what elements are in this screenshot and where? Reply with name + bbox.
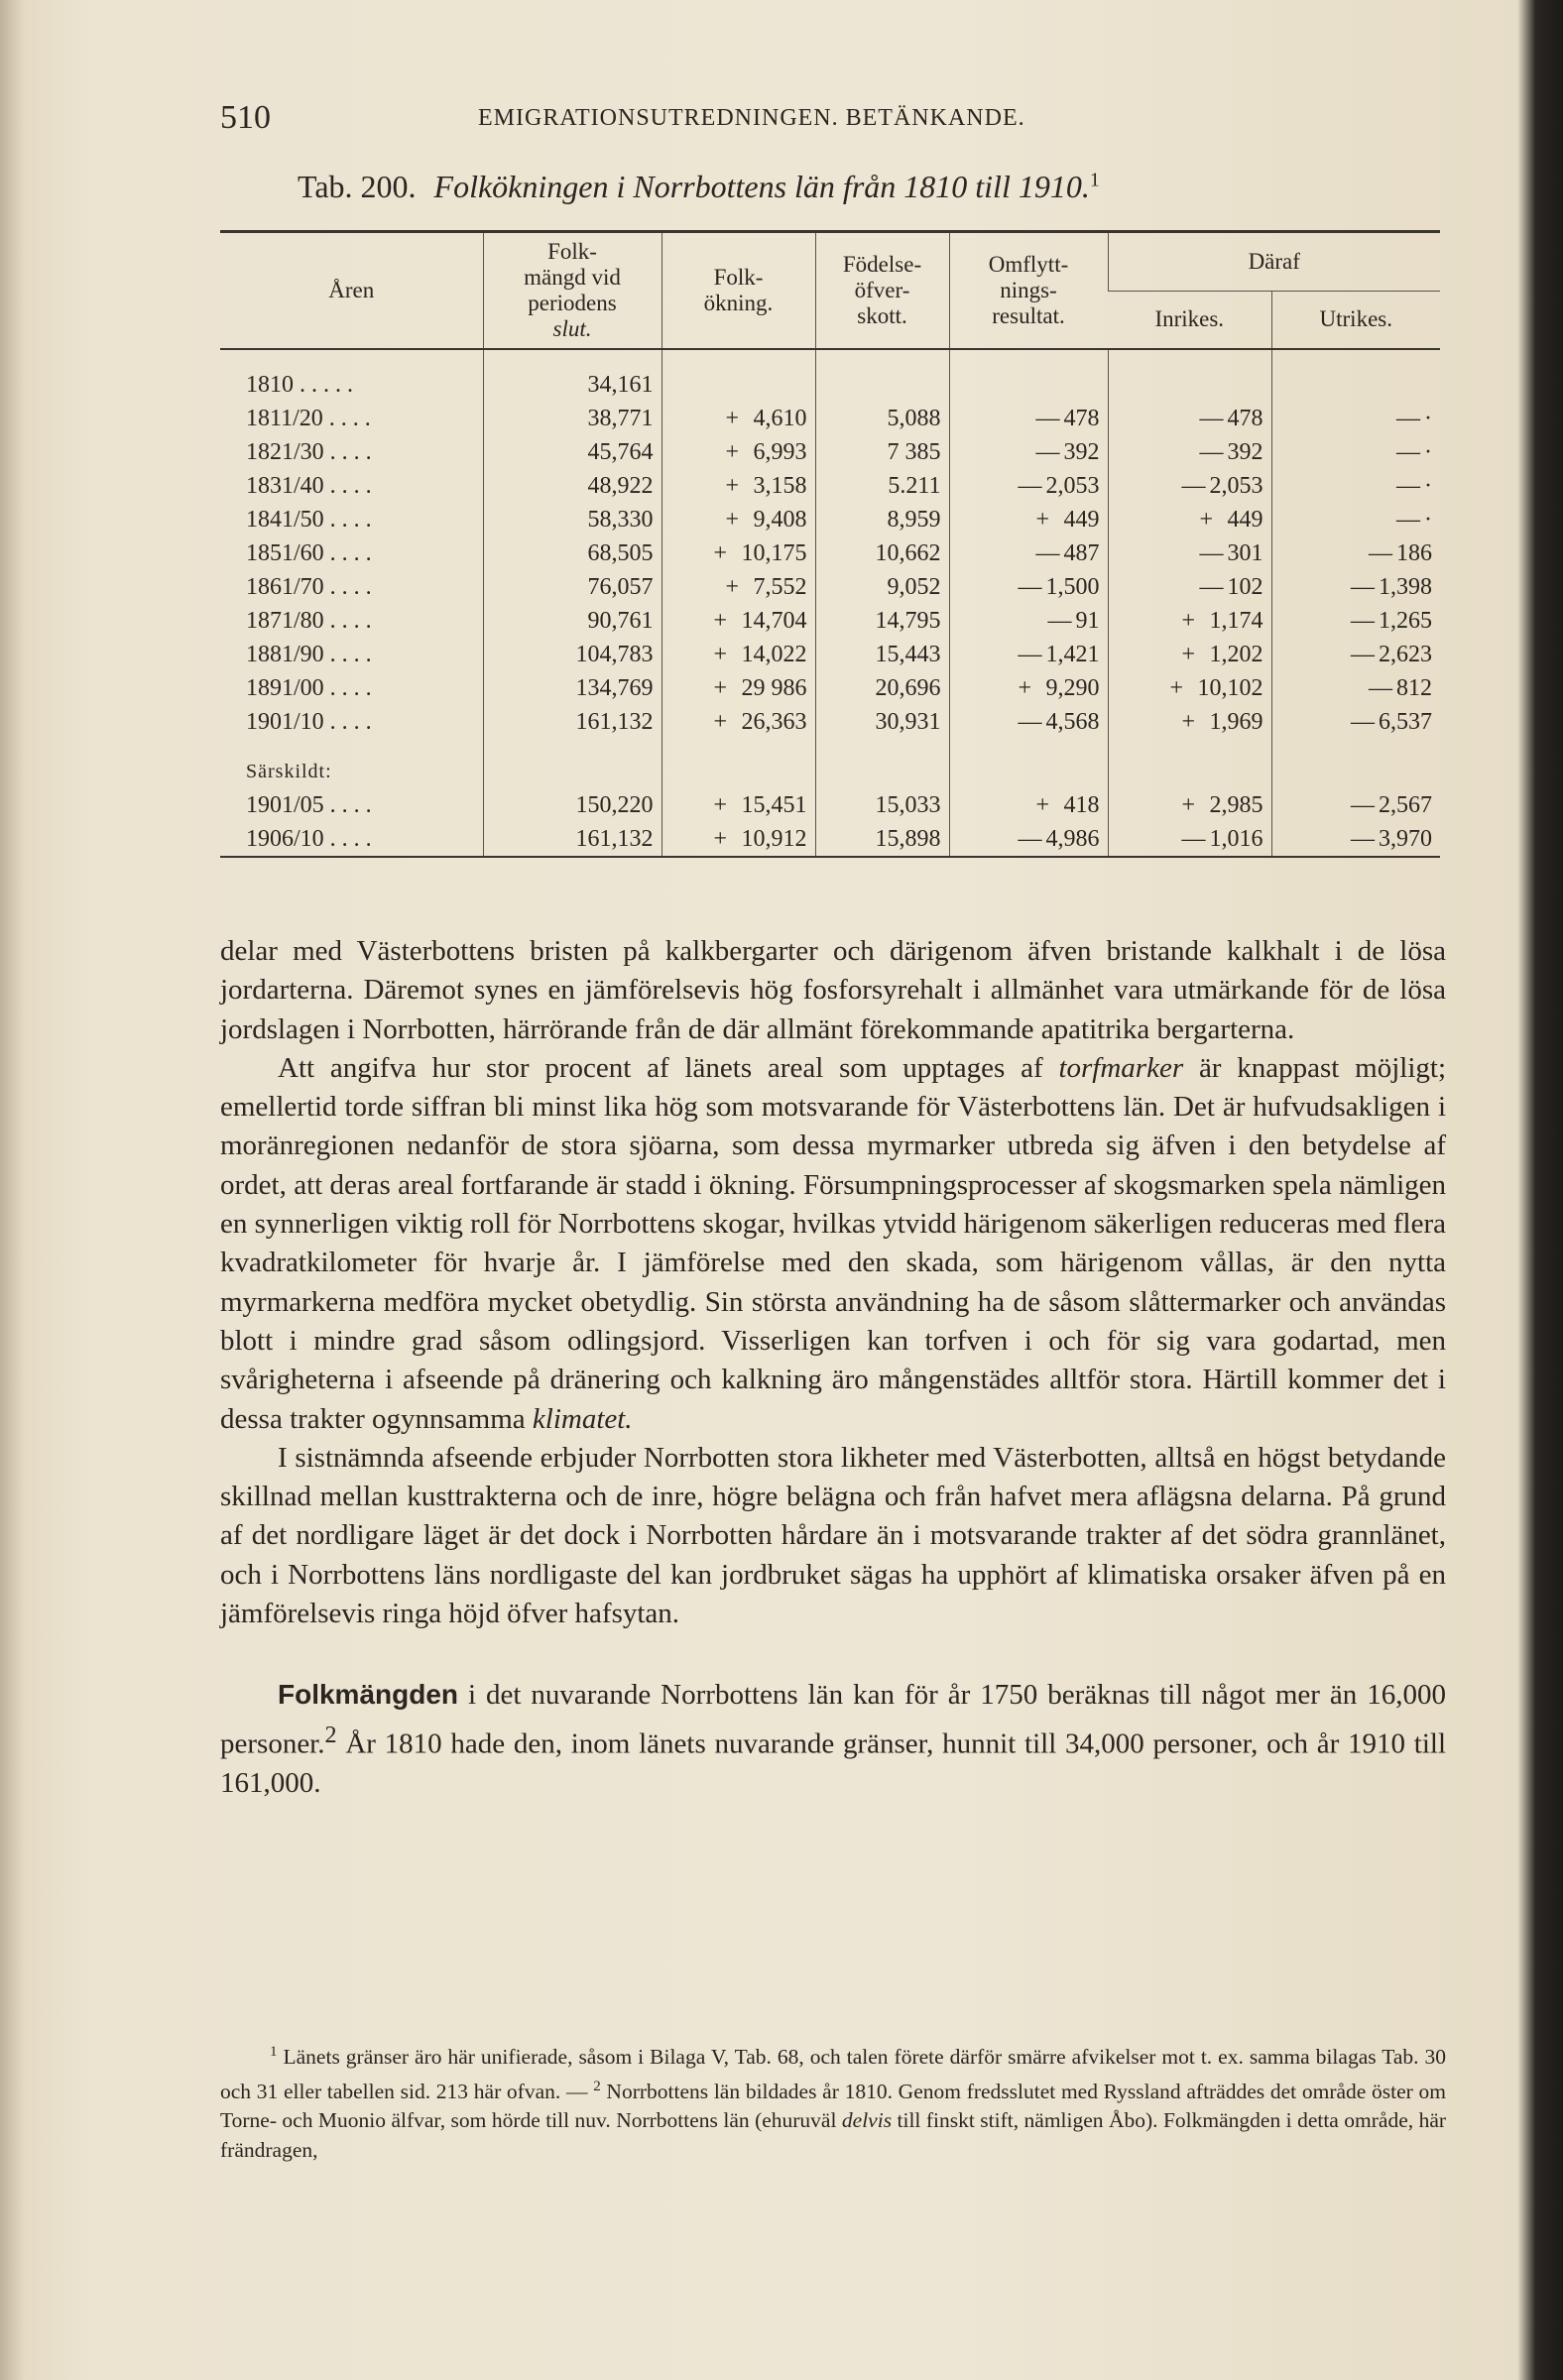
cell-domestic-value: 102: [1227, 573, 1263, 600]
cell-migration: [949, 536, 1108, 570]
population-table: [220, 230, 1440, 858]
cell-domestic-value: 478: [1227, 405, 1263, 431]
cell-migration-value: 1,500: [1045, 573, 1100, 600]
cell-population-value: 58,330: [587, 506, 654, 533]
cell-foreign-value: 1,265: [1379, 607, 1432, 634]
cell-year: [220, 435, 483, 469]
cell-increase-value: 3,158: [753, 472, 807, 499]
cell-population-value: 34,161: [587, 371, 654, 398]
cell-birth-surplus: [815, 671, 949, 705]
cell-domestic-value: 1,969: [1209, 708, 1263, 735]
cell-increase: [661, 435, 815, 469]
cell-birth-surplus: [815, 638, 949, 671]
cell-domestic-value: 1,202: [1209, 641, 1263, 667]
cell-domestic-value: 301: [1227, 539, 1263, 566]
header-folkmangd-slut: slut.: [552, 316, 592, 341]
cell-foreign: [1271, 402, 1440, 435]
paragraph-1: delar med Västerbottens bristen på kalkbergarter och därigenom äfven bristande kalkhalt i de lösa jordarterna. Däremot synes en jämförelsevis hög fosforsyrehalt i allmänhet vara utmärkande för de lösa jordslagen i Norrbotten, härrörande från de där allmänt förekommande apatitrika bergarterna.: [220, 935, 1446, 1045]
cell-migration: [949, 604, 1108, 638]
table-title: Folkökningen i Norrbottens län från 1810 till 1910.: [433, 169, 1090, 204]
cell-migration-sign: —: [1035, 539, 1060, 566]
table-row: [220, 705, 1440, 739]
cell-population-value: 161,132: [575, 708, 654, 735]
cell-foreign-value: 1,398: [1379, 573, 1432, 600]
footnote-mark: 1: [1089, 169, 1100, 191]
cell-birth-surplus-value: 15,033: [875, 791, 941, 818]
empty-cell: [1108, 739, 1271, 788]
cell-migration: [949, 503, 1108, 536]
cell-population: [483, 705, 661, 739]
cell-foreign-value: ·: [1424, 405, 1432, 431]
cell-domestic: [1108, 788, 1271, 822]
cell-migration-sign: +: [1035, 791, 1050, 818]
cell-year-value: 1831/40 . . . .: [246, 472, 372, 499]
cell-migration-sign: —: [1018, 573, 1042, 600]
cell-foreign: [1271, 705, 1440, 739]
cell-increase-sign: +: [725, 573, 740, 600]
cell-migration: [949, 822, 1108, 857]
cell-foreign-sign: —: [1369, 539, 1392, 566]
cell-increase: [661, 503, 815, 536]
cell-domestic-sign: —: [1199, 573, 1224, 600]
lead-word-folkmangden: Folkmängden: [278, 1679, 459, 1711]
cell-year-value: 1871/80 . . . .: [246, 607, 372, 634]
cell-population-value: 150,220: [575, 791, 654, 818]
cell-migration-sign: —: [1035, 438, 1060, 465]
cell-foreign: [1271, 604, 1440, 638]
term-torfmarker: torfmarker: [1058, 1051, 1184, 1084]
empty-cell: [815, 739, 949, 788]
cell-foreign-sign: —: [1396, 506, 1420, 533]
cell-migration-value: 9,290: [1045, 674, 1100, 701]
cell-year-value: 1861/70 . . . .: [246, 573, 372, 600]
cell-year: [220, 503, 483, 536]
cell-increase-sign: +: [725, 506, 740, 533]
cell-birth-surplus: [815, 788, 949, 822]
cell-foreign-sign: —: [1351, 825, 1375, 852]
table-row: [220, 604, 1440, 638]
cell-domestic: [1108, 671, 1271, 705]
cell-migration-value: 4,568: [1045, 708, 1100, 735]
cell-birth-surplus: [815, 349, 949, 402]
cell-birth-surplus-value: 7 385: [887, 438, 941, 465]
empty-cell: [949, 739, 1108, 788]
cell-increase-value: 10,912: [741, 825, 807, 852]
cell-foreign-sign: —: [1396, 405, 1420, 431]
cell-birth-surplus-value: 5.211: [888, 472, 941, 499]
cell-migration: [949, 671, 1108, 705]
cell-domestic-sign: +: [1181, 607, 1196, 634]
binding-shadow: [0, 0, 24, 2380]
cell-population-value: 104,783: [575, 641, 654, 667]
table-caption: [298, 169, 1100, 205]
table-body: [220, 349, 1440, 857]
cell-increase-sign: +: [713, 708, 728, 735]
cell-population: [483, 536, 661, 570]
cell-migration-value: 1,421: [1045, 641, 1100, 667]
cell-year: [220, 788, 483, 822]
cell-birth-surplus-value: 9,052: [887, 573, 941, 600]
header-omflyttning: Omflytt- nings- resultat.: [949, 232, 1108, 350]
cell-domestic: [1108, 349, 1271, 402]
cell-domestic: [1108, 604, 1271, 638]
cell-foreign: [1271, 570, 1440, 604]
cell-migration-sign: —: [1018, 641, 1042, 667]
cell-domestic-value: 1,174: [1209, 607, 1263, 634]
cell-domestic-value: 2,053: [1209, 472, 1263, 499]
cell-migration-value: 4,986: [1045, 825, 1100, 852]
cell-domestic: [1108, 469, 1271, 503]
footnote-2-mark: 2: [593, 2078, 601, 2094]
cell-increase-value: 29 986: [741, 674, 807, 701]
cell-domestic-sign: —: [1199, 438, 1224, 465]
cell-increase-sign: +: [725, 405, 740, 431]
cell-migration-sign: +: [1018, 674, 1032, 701]
table-row: [220, 822, 1440, 857]
cell-foreign-sign: —: [1396, 438, 1420, 465]
cell-foreign: [1271, 788, 1440, 822]
table-row: [220, 536, 1440, 570]
cell-year: [220, 349, 483, 402]
cell-population-value: 90,761: [587, 607, 654, 634]
cell-population: [483, 349, 661, 402]
cell-foreign: [1271, 469, 1440, 503]
footnotes: [220, 2038, 1446, 2165]
cell-domestic-sign: +: [1181, 708, 1196, 735]
footnote-1: [220, 2038, 1446, 2165]
cell-foreign-value: 6,537: [1379, 708, 1432, 735]
cell-population-value: 76,057: [587, 573, 654, 600]
cell-birth-surplus-value: 10,662: [875, 539, 941, 566]
cell-foreign: [1271, 638, 1440, 671]
cell-migration-value: 418: [1063, 791, 1100, 818]
cell-migration-value: 449: [1063, 506, 1100, 533]
cell-domestic: [1108, 570, 1271, 604]
paragraph-2-start: Att angifva hur stor procent af länets areal som upptages af: [278, 1051, 1043, 1084]
cell-domestic-sign: +: [1199, 506, 1214, 533]
cell-increase-value: 10,175: [741, 539, 807, 566]
cell-increase: [661, 402, 815, 435]
header-daraf: Däraf: [1108, 232, 1440, 292]
cell-foreign-value: ·: [1424, 438, 1432, 465]
footnote-1-text: Länets gränser äro här unifierade, såsom i Bilaga V, Tab. 68, och talen förete därför smärre afvikelser mot t. ex. samma bilagas Tab. 30 och 31 eller tabellen sid. 213 här ofvan. —: [220, 2045, 1446, 2103]
cell-domestic: [1108, 503, 1271, 536]
cell-year: [220, 469, 483, 503]
cell-foreign-value: ·: [1424, 506, 1432, 533]
cell-population-value: 48,922: [587, 472, 654, 499]
cell-migration-value: 478: [1063, 405, 1100, 431]
cell-year-value: 1891/00 . . . .: [246, 674, 372, 701]
empty-cell: [483, 739, 661, 788]
cell-increase: [661, 604, 815, 638]
cell-increase-sign: +: [713, 791, 728, 818]
empty-cell: [1271, 739, 1440, 788]
cell-increase-sign: +: [725, 438, 740, 465]
cell-migration-sign: —: [1018, 825, 1042, 852]
cell-increase-sign: +: [713, 539, 728, 566]
cell-population-value: 68,505: [587, 539, 654, 566]
cell-foreign: [1271, 536, 1440, 570]
cell-migration-value: 487: [1063, 539, 1100, 566]
cell-domestic-value: 10,102: [1197, 674, 1263, 701]
cell-foreign-sign: —: [1351, 641, 1375, 667]
cell-population: [483, 469, 661, 503]
cell-birth-surplus: [815, 469, 949, 503]
cell-foreign-value: 812: [1396, 674, 1432, 701]
footnote-ref-2: 2: [324, 1721, 337, 1748]
cell-migration: [949, 402, 1108, 435]
cell-migration-sign: —: [1047, 607, 1072, 634]
cell-population: [483, 822, 661, 857]
cell-increase-value: 14,022: [741, 641, 807, 667]
header-folkokning: Folk- ökning.: [661, 232, 815, 350]
cell-foreign-value: 3,970: [1379, 825, 1432, 852]
cell-domestic: [1108, 435, 1271, 469]
cell-migration-sign: +: [1035, 506, 1050, 533]
footnote-2-term: delvis: [841, 2108, 893, 2133]
table-row: [220, 570, 1440, 604]
cell-migration: [949, 435, 1108, 469]
cell-domestic-sign: +: [1181, 641, 1196, 667]
cell-foreign-sign: —: [1369, 674, 1392, 701]
header-aren: Åren: [220, 232, 483, 350]
cell-migration: [949, 788, 1108, 822]
cell-domestic-sign: +: [1181, 791, 1196, 818]
cell-year-value: 1881/90 . . . .: [246, 641, 372, 667]
header-fodelseofverskott: Födelse- öfver- skott.: [815, 232, 949, 350]
cell-foreign-sign: —: [1351, 791, 1375, 818]
cell-increase-sign: +: [713, 641, 728, 667]
header-utrikes: Utrikes.: [1271, 291, 1440, 349]
cell-year-value: 1821/30 . . . .: [246, 438, 372, 465]
cell-birth-surplus: [815, 503, 949, 536]
cell-population-value: 161,132: [575, 825, 654, 852]
cell-domestic: [1108, 822, 1271, 857]
cell-foreign: [1271, 435, 1440, 469]
cell-year-value: 1811/20 . . . .: [246, 405, 371, 431]
table-label: Tab. 200.: [298, 169, 417, 204]
cell-foreign-value: 2,567: [1379, 791, 1432, 818]
cell-migration-sign: —: [1035, 405, 1060, 431]
cell-migration-value: 392: [1063, 438, 1100, 465]
cell-increase: [661, 469, 815, 503]
cell-population: [483, 638, 661, 671]
cell-increase-sign: +: [713, 825, 728, 852]
cell-population: [483, 570, 661, 604]
cell-population-value: 38,771: [587, 405, 654, 431]
cell-year: [220, 570, 483, 604]
cell-year: [220, 705, 483, 739]
cell-increase: [661, 570, 815, 604]
cell-year: [220, 536, 483, 570]
cell-domestic-value: 2,985: [1209, 791, 1263, 818]
section-row: [220, 739, 1440, 788]
cell-domestic-sign: —: [1199, 539, 1224, 566]
term-klimatet: klimatet.: [532, 1402, 633, 1435]
cell-year-value: 1901/10 . . . .: [246, 708, 372, 735]
cell-year: [220, 822, 483, 857]
table-row: [220, 503, 1440, 536]
cell-birth-surplus-value: 8,959: [887, 506, 941, 533]
cell-population: [483, 671, 661, 705]
cell-birth-surplus: [815, 822, 949, 857]
cell-population: [483, 435, 661, 469]
cell-birth-surplus: [815, 604, 949, 638]
cell-domestic: [1108, 705, 1271, 739]
cell-migration-value: 2,053: [1045, 472, 1100, 499]
cell-population: [483, 402, 661, 435]
cell-year-value: 1810 . . . . .: [246, 371, 353, 398]
cell-domestic: [1108, 638, 1271, 671]
cell-increase-sign: +: [725, 472, 740, 499]
cell-foreign: [1271, 349, 1440, 402]
cell-birth-surplus: [815, 435, 949, 469]
cell-year: [220, 402, 483, 435]
paragraph-4-start: i det nuvarande Norrbottens län kan för år 1750 beräknas till något mer än 16,000 personer.: [220, 1679, 1447, 1760]
cell-foreign-value: ·: [1424, 472, 1432, 499]
cell-migration-sign: —: [1018, 708, 1042, 735]
cell-increase-value: 26,363: [741, 708, 807, 735]
cell-birth-surplus-value: 15,443: [875, 641, 941, 667]
cell-birth-surplus: [815, 705, 949, 739]
cell-migration-sign: —: [1018, 472, 1042, 499]
cell-domestic: [1108, 402, 1271, 435]
cell-increase: [661, 638, 815, 671]
cell-increase: [661, 788, 815, 822]
cell-foreign-value: 186: [1396, 539, 1432, 566]
cell-birth-surplus: [815, 402, 949, 435]
paragraph-2-rest: är knappast möjligt; emellertid torde siffran bli minst lika hög som motsvarande för Västerbottens län. Det är hufvudsakligen i moränregionen nedanför de stora sjöarna, som dessa myrmarker utbreda sig äfven i den betydelse af ordet, att deras areal fortfarande är stadd i ökning. Försumpningsprocesser af skogsmarken spela nämligen en synnerligen viktig roll för Norrbottens skogar, hvilkas ytvidd härigenom säkerligen reduceras med flera kvadratkilometer för hvarje år. I jämförelse med den skada, som härigenom vållas, är den nytta myrmarkerna medföra mycket obetydlig. Sin största användning ha de såsom slåttermarker och användas blott i mindre grad såsom odlingsjord. Visserligen kan torfven i och för sig vara godartad, men svårigheterna i afseende på dränering och kalkning äro mångenstädes alltför stora. Härtill kommer det i dessa trakter ogynnsamma: [220, 1051, 1447, 1435]
cell-population: [483, 788, 661, 822]
cell-increase: [661, 705, 815, 739]
cell-year: [220, 604, 483, 638]
cell-domestic-value: 1,016: [1209, 825, 1263, 852]
cell-increase-value: 6,993: [753, 438, 807, 465]
cell-foreign-sign: —: [1396, 472, 1420, 499]
cell-year-value: 1851/60 . . . .: [246, 539, 372, 566]
page-number: 510: [220, 99, 271, 136]
cell-migration-value: 91: [1075, 607, 1100, 634]
cell-migration: [949, 469, 1108, 503]
cell-birth-surplus: [815, 536, 949, 570]
cell-population: [483, 604, 661, 638]
footnote-2-text: Norrbottens län bildades år 1810. Genom fredsslutet med Ryssland afträddes det område öster om Torne- och Muonio älfvar, som hörde till nuv. Norrbottens län (ehuruväl: [220, 2079, 1447, 2133]
cell-increase: [661, 822, 815, 857]
page-header: [220, 99, 1440, 139]
page-edge: [1517, 0, 1563, 2380]
cell-migration: [949, 638, 1108, 671]
cell-birth-surplus: [815, 570, 949, 604]
header-folkmangd-text: Folk- mängd vid periodens: [524, 239, 621, 315]
cell-increase: [661, 536, 815, 570]
cell-domestic-value: 392: [1227, 438, 1263, 465]
table-row: [220, 349, 1440, 402]
footnote-1-mark: 1: [270, 2044, 278, 2060]
cell-increase: [661, 671, 815, 705]
cell-increase-sign: +: [713, 607, 728, 634]
table-row: [220, 402, 1440, 435]
cell-domestic-sign: +: [1169, 674, 1184, 701]
cell-domestic: [1108, 536, 1271, 570]
cell-increase: [661, 349, 815, 402]
cell-foreign: [1271, 822, 1440, 857]
cell-birth-surplus-value: 30,931: [875, 708, 941, 735]
section-label: Särskildt:: [246, 760, 332, 782]
cell-increase-value: 7,552: [753, 573, 807, 600]
cell-increase-value: 9,408: [753, 506, 807, 533]
cell-population: [483, 503, 661, 536]
cell-foreign-sign: —: [1351, 708, 1375, 735]
table-row: [220, 638, 1440, 671]
cell-foreign-value: 2,623: [1379, 641, 1432, 667]
cell-increase-value: 14,704: [741, 607, 807, 634]
table-row: [220, 435, 1440, 469]
cell-population-value: 134,769: [575, 674, 654, 701]
cell-migration: [949, 705, 1108, 739]
footnote-2-rest: till finskt stift, nämligen Åbo). Folkmängden i detta område, här frändragen,: [220, 2108, 1447, 2162]
cell-birth-surplus-value: 15,898: [875, 825, 941, 852]
table-row: [220, 671, 1440, 705]
cell-foreign: [1271, 671, 1440, 705]
empty-cell: [661, 739, 815, 788]
cell-year-value: 1841/50 . . . .: [246, 506, 372, 533]
cell-domestic-value: 449: [1227, 506, 1263, 533]
paragraph-3: I sistnämnda afseende erbjuder Norrbotten stora likheter med Västerbotten, alltså en högst betydande skillnad mellan kusttrakterna och de inre, högre belägna och från hafvet mera aflägsna delarna. På grund af det nordligare läget är det dock i Norrbotten hårdare än i motsvarande trakter af det södra grannlänet, och i Norrbottens läns nordligaste del kan jordbruket sägas ha upphört af klimatiska orsaker äfven på en jämförelsevis ringa höjd öfver hafsytan.: [220, 1441, 1446, 1630]
cell-birth-surplus-value: 14,795: [875, 607, 941, 634]
cell-foreign: [1271, 503, 1440, 536]
cell-year: [220, 671, 483, 705]
paragraph-4-rest: År 1810 hade den, inom länets nuvarande gränser, hunnit till 34,000 personer, och år 1910 till 161,000.: [220, 1727, 1446, 1799]
table-row: [220, 469, 1440, 503]
cell-domestic-sign: —: [1199, 405, 1224, 431]
body-text: [220, 932, 1446, 1803]
table-row: [220, 788, 1440, 822]
header-folkmangd: [483, 232, 661, 350]
cell-domestic-sign: —: [1181, 825, 1206, 852]
cell-year-value: 1906/10 . . . .: [246, 825, 372, 852]
paragraph-2: [220, 1049, 1446, 1439]
cell-year-value: 1901/05 . . . .: [246, 791, 372, 818]
cell-migration: [949, 349, 1108, 402]
cell-birth-surplus-value: 20,696: [875, 674, 941, 701]
cell-domestic-sign: —: [1181, 472, 1206, 499]
cell-foreign-sign: —: [1351, 607, 1375, 634]
paragraph-4: [220, 1675, 1446, 1803]
cell-birth-surplus-value: 5,088: [887, 405, 941, 431]
cell-increase-value: 15,451: [741, 791, 807, 818]
cell-population-value: 45,764: [587, 438, 654, 465]
cell-year: [220, 638, 483, 671]
cell-increase-value: 4,610: [753, 405, 807, 431]
header-inrikes: Inrikes.: [1108, 291, 1271, 349]
running-title: EMIGRATIONSUTREDNINGEN. BETÄNKANDE.: [478, 105, 1025, 131]
cell-increase-sign: +: [713, 674, 728, 701]
cell-migration: [949, 570, 1108, 604]
cell-foreign-sign: —: [1351, 573, 1375, 600]
